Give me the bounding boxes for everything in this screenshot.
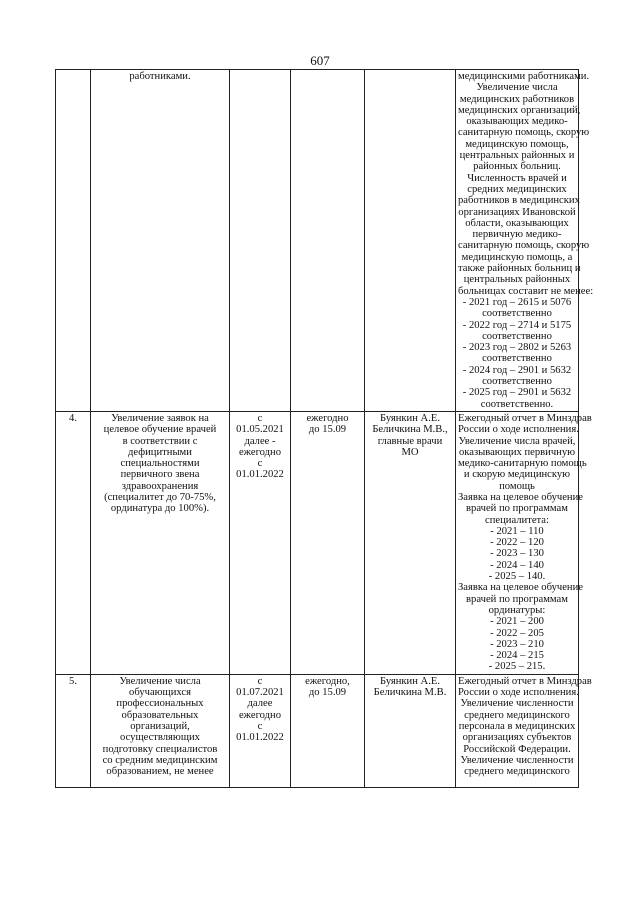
text-line: - 2023 – 130 bbox=[490, 548, 544, 560]
text-line: соответственно. bbox=[480, 398, 554, 410]
text-line: осуществляющих bbox=[120, 732, 200, 744]
text-line: среднего медицинского bbox=[464, 709, 570, 721]
text-line: оказывающих медико- bbox=[466, 116, 568, 128]
text-line: (специалитет до 70-75%, bbox=[104, 491, 216, 503]
text-line: - 2025 год – 2901 и 5632 bbox=[462, 387, 572, 399]
text-line: до 15.09 bbox=[308, 424, 347, 436]
cell-responsible bbox=[365, 411, 456, 674]
text-line: целевое обучение врачей bbox=[103, 424, 217, 436]
text-line: организаций, bbox=[130, 720, 190, 732]
text-line: 01.01.2022 bbox=[236, 469, 284, 481]
text-line: дефицитными bbox=[128, 446, 192, 458]
text-line: - 2024 год – 2901 и 5632 bbox=[462, 364, 572, 376]
cell-activity bbox=[91, 674, 230, 787]
text-line: Беличкина М.В., bbox=[372, 424, 448, 436]
text-line: Увеличение численности bbox=[460, 754, 574, 766]
text-line: врачей по программам bbox=[466, 503, 568, 515]
text-line: - 2022 – 120 bbox=[490, 537, 544, 549]
text-line: соответственно bbox=[482, 353, 552, 365]
text-line: первичную медико- bbox=[472, 229, 562, 241]
cell-number bbox=[56, 411, 91, 674]
text-line: - 2025 – 215. bbox=[488, 661, 546, 673]
text-line: - 2023 – 210 bbox=[490, 638, 544, 650]
cell-period bbox=[291, 70, 365, 412]
cell-activity bbox=[91, 70, 230, 412]
text-line: оказывающих первичную bbox=[458, 446, 576, 458]
text-line: до 15.09 bbox=[308, 687, 347, 699]
cell-term bbox=[230, 70, 291, 412]
text-line: с bbox=[257, 412, 263, 424]
cell-period bbox=[291, 411, 365, 674]
text-line: в соответствии с bbox=[122, 435, 198, 447]
text-line: - 2021 год – 2615 и 5076 bbox=[462, 296, 572, 308]
text-line: также районных больниц и bbox=[458, 263, 581, 275]
text-line: с bbox=[257, 720, 263, 732]
text-line: 01.07.2021 bbox=[236, 687, 284, 699]
text-line: - 2024 – 140 bbox=[490, 559, 544, 571]
text-line: и скорую медицинскую bbox=[463, 469, 571, 481]
row-number: 4. bbox=[69, 412, 77, 424]
text-line: организациях Ивановской bbox=[458, 206, 576, 218]
text-line: санитарную помощь, скорую bbox=[458, 240, 590, 252]
text-line: Беличкина М.В. bbox=[373, 687, 447, 699]
text-line: - 2022 – 205 bbox=[490, 627, 544, 639]
text-line: работниками. bbox=[129, 71, 191, 82]
text-line: среднего медицинского bbox=[464, 766, 570, 778]
text-line: России о ходе исполнения. bbox=[458, 687, 579, 699]
cell-responsible bbox=[365, 70, 456, 412]
text-line: специальностями bbox=[120, 458, 200, 470]
text-line: здравоохранения bbox=[121, 480, 199, 492]
table-row bbox=[56, 674, 579, 787]
cell-term bbox=[230, 411, 291, 674]
text-line: организациях субъектов bbox=[462, 732, 572, 744]
text-line: персонала в медицинских bbox=[458, 720, 576, 732]
table-row bbox=[56, 70, 579, 412]
text-line: - 2022 год – 2714 и 5175 bbox=[462, 319, 572, 331]
cell-result bbox=[456, 70, 594, 412]
text-line: Увеличение числа врачей, bbox=[458, 435, 576, 447]
text-line: с bbox=[257, 458, 263, 470]
text-line: Увеличение численности bbox=[460, 698, 574, 710]
text-line: ежегодно bbox=[238, 709, 281, 721]
text-line: первичного звена bbox=[120, 469, 200, 481]
cell-term bbox=[230, 674, 291, 787]
text-line: с bbox=[257, 675, 263, 687]
cell-responsible bbox=[365, 674, 456, 787]
text-line: России о ходе исполнения. bbox=[458, 424, 579, 436]
text-line: средних медицинских bbox=[467, 183, 567, 195]
text-line: санитарную помощь, скорую bbox=[458, 127, 590, 139]
text-line: Увеличение числа bbox=[119, 675, 201, 687]
text-line: Увеличение заявок на bbox=[111, 412, 209, 424]
cell-result bbox=[456, 674, 592, 787]
text-line: центральных районных и bbox=[459, 150, 575, 162]
text-line: центральных районных bbox=[463, 274, 571, 286]
text-line: Увеличение числа bbox=[476, 82, 558, 94]
text-line: больницах составит не менее: bbox=[458, 285, 594, 297]
text-line: главные врачи bbox=[377, 435, 443, 447]
text-line: Заявка на целевое обучение bbox=[458, 491, 583, 503]
text-line: далее - bbox=[244, 435, 276, 447]
text-line: 01.05.2021 bbox=[236, 424, 284, 436]
text-line: районных больниц. bbox=[473, 161, 561, 173]
text-line: образованием, не менее bbox=[106, 766, 214, 778]
text-line: Буянкин А.Е. bbox=[380, 675, 440, 687]
text-line: Ежегодный отчет в Минздрав bbox=[458, 412, 592, 424]
row-number: 5. bbox=[69, 675, 77, 687]
cell-number bbox=[56, 674, 91, 787]
text-line: специалитета: bbox=[485, 514, 549, 526]
text-line: подготовку специалистов bbox=[102, 743, 218, 755]
text-line: образовательных bbox=[121, 709, 199, 721]
text-line: Российской Федерации. bbox=[463, 743, 571, 755]
table-row bbox=[56, 411, 579, 674]
text-line: медико-санитарную помощь bbox=[458, 458, 587, 470]
cell-result bbox=[456, 411, 592, 674]
text-line: соответственно bbox=[482, 330, 552, 342]
text-line: профессиональных bbox=[116, 698, 204, 710]
text-line: врачей по программам bbox=[466, 593, 568, 605]
text-line: соответственно bbox=[482, 308, 552, 320]
text-line: медицинскими работниками. bbox=[458, 71, 590, 82]
page-number: 607 bbox=[310, 53, 330, 68]
cell-period bbox=[291, 674, 365, 787]
text-line: обучающихся bbox=[129, 687, 191, 699]
text-line: - 2023 год – 2802 и 5263 bbox=[462, 342, 572, 354]
text-line: далее bbox=[247, 698, 273, 710]
cell-number bbox=[56, 70, 91, 412]
text-line: ординатура до 100%). bbox=[110, 503, 210, 515]
text-line: ежегодно bbox=[306, 412, 349, 424]
text-line: - 2024 – 215 bbox=[490, 650, 544, 662]
text-line: медицинскую помощь, а bbox=[461, 251, 573, 263]
text-line: медицинскую помощь, bbox=[465, 138, 569, 150]
text-line: ежегодно bbox=[238, 446, 281, 458]
text-line: ординатуры: bbox=[488, 604, 546, 616]
text-line: - 2021 – 200 bbox=[490, 616, 544, 628]
text-line: Буянкин А.Е. bbox=[380, 412, 440, 424]
text-line: - 2025 – 140. bbox=[488, 571, 546, 583]
text-line: медицинских работников bbox=[459, 93, 575, 105]
text-line: Заявка на целевое обучение bbox=[458, 582, 583, 594]
text-line: области, оказывающих bbox=[465, 217, 569, 229]
text-line: Численность врачей и bbox=[467, 172, 567, 184]
text-line: 01.01.2022 bbox=[236, 732, 284, 744]
cell-activity bbox=[91, 411, 230, 674]
text-line: работников в медицинских bbox=[458, 195, 580, 207]
text-line: со средним медицинским bbox=[102, 754, 218, 766]
text-line: помощь bbox=[499, 480, 535, 492]
text-line: соответственно bbox=[482, 376, 552, 388]
text-line: МО bbox=[401, 446, 419, 458]
text-line: медицинских организаций, bbox=[458, 104, 581, 116]
text-line: Ежегодный отчет в Минздрав bbox=[458, 675, 592, 687]
text-line: - 2021 – 110 bbox=[490, 525, 544, 537]
text-line: ежегодно, bbox=[305, 675, 350, 687]
measures-table bbox=[55, 69, 594, 788]
